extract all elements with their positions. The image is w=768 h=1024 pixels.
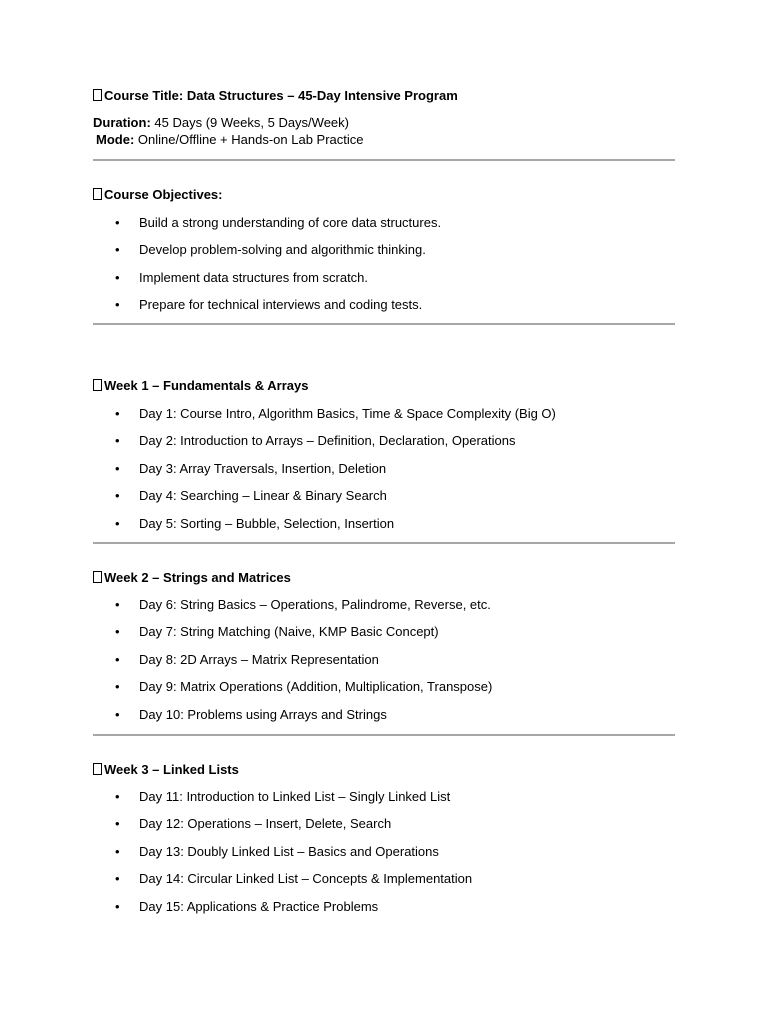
list-item-text: Day 13: Doubly Linked List – Basics and Operations: [139, 843, 439, 859]
bullet-icon: •: [115, 597, 120, 612]
bullet-icon: •: [115, 843, 120, 859]
list-item-text: Day 15: Applications & Practice Problems: [139, 898, 379, 914]
horizontal-rule: [93, 734, 675, 736]
list-item: [93, 624, 492, 651]
list-item: [93, 899, 472, 926]
objectives-heading: [93, 187, 223, 203]
bullet-icon: •: [115, 488, 120, 504]
list-item: [93, 516, 556, 543]
horizontal-rule: [93, 159, 675, 161]
list-item: [93, 816, 472, 843]
mode-line: [96, 132, 364, 148]
list-item-text: Day 4: Searching – Linear & Binary Search: [139, 488, 387, 504]
list-item: [93, 406, 556, 433]
objectives-list: [93, 215, 441, 325]
list-item: [93, 652, 492, 679]
list-item: [93, 297, 441, 324]
bullet-icon: •: [115, 789, 120, 804]
bullet-icon: •: [115, 460, 120, 476]
list-item: [93, 707, 492, 734]
course-title-heading: [93, 88, 458, 104]
bullet-icon: •: [115, 679, 120, 695]
bullet-icon: •: [115, 898, 120, 914]
week-1-heading-text: Week 1 – Fundamentals & Arrays: [104, 378, 309, 393]
week-3-days-list: [93, 789, 472, 926]
list-item: [93, 242, 441, 269]
bullet-icon: •: [115, 215, 120, 230]
list-item-text: Day 9: Matrix Operations (Addition, Multiplication, Transpose): [139, 679, 493, 695]
list-item-text: Day 12: Operations – Insert, Delete, Search: [139, 816, 392, 832]
list-item-text: Develop problem-solving and algorithmic thinking.: [139, 242, 426, 258]
missing-glyph-icon: [93, 188, 102, 200]
week-2-heading-text: Week 2 – Strings and Matrices: [104, 570, 291, 585]
week-2-heading: [93, 570, 291, 586]
duration-line: [93, 115, 349, 131]
week-3-heading-text: Week 3 – Linked Lists: [104, 762, 239, 777]
list-item-text: Day 11: Introduction to Linked List – Singly Linked List: [139, 789, 451, 804]
mode-value: Online/Offline + Hands-on Lab Practice: [137, 132, 364, 147]
list-item: [93, 461, 556, 488]
bullet-icon: •: [115, 515, 120, 531]
week-2-days-list: [93, 597, 492, 734]
missing-glyph-icon: [93, 89, 102, 101]
list-item-text: Day 10: Problems using Arrays and Strings: [139, 706, 387, 722]
list-item: [93, 871, 472, 898]
horizontal-rule: [93, 542, 675, 544]
list-item-text: Implement data structures from scratch.: [139, 269, 369, 285]
bullet-icon: •: [115, 406, 120, 421]
week-1-days-list: [93, 406, 556, 543]
bullet-icon: •: [115, 871, 120, 887]
missing-glyph-icon: [93, 379, 102, 391]
course-title-text: Course Title: Data Structures – 45-Day Intensive Program: [104, 88, 458, 103]
list-item-text: Day 5: Sorting – Bubble, Selection, Insertion: [139, 515, 395, 531]
list-item-text: Day 1: Course Intro, Algorithm Basics, Time & Space Complexity (Big O): [139, 406, 556, 421]
list-item-text: Day 8: 2D Arrays – Matrix Representation: [139, 651, 379, 667]
bullet-icon: •: [115, 706, 120, 722]
list-item: [93, 488, 556, 515]
duration-value: 45 Days (9 Weeks, 5 Days/Week): [154, 115, 349, 130]
list-item: [93, 215, 441, 242]
list-item-text: Build a strong understanding of core data structures.: [139, 215, 442, 230]
week-3-heading: [93, 762, 239, 778]
list-item: [93, 679, 492, 706]
duration-label: Duration:: [93, 115, 151, 130]
bullet-icon: •: [115, 651, 120, 667]
bullet-icon: •: [115, 433, 120, 449]
list-item-text: Prepare for technical interviews and coding tests.: [139, 297, 423, 313]
list-item: [93, 597, 492, 624]
list-item: [93, 270, 441, 297]
list-item-text: Day 3: Array Traversals, Insertion, Deletion: [139, 460, 387, 476]
list-item: [93, 433, 556, 460]
list-item-text: Day 14: Circular Linked List – Concepts & Implementation: [139, 871, 473, 887]
week-1-heading: [93, 378, 308, 394]
missing-glyph-icon: [93, 763, 102, 775]
list-item-text: Day 7: String Matching (Naive, KMP Basic Concept): [139, 624, 439, 640]
bullet-icon: •: [115, 624, 120, 640]
horizontal-rule: [93, 323, 675, 325]
bullet-icon: •: [115, 816, 120, 832]
list-item-text: Day 2: Introduction to Arrays – Definition, Declaration, Operations: [139, 433, 516, 449]
bullet-icon: •: [115, 297, 120, 313]
list-item: [93, 789, 472, 816]
mode-label: Mode:: [96, 132, 135, 147]
list-item-text: Day 6: String Basics – Operations, Palindrome, Reverse, etc.: [139, 597, 491, 612]
bullet-icon: •: [115, 269, 120, 285]
list-item: [93, 844, 472, 871]
objectives-heading-text: Course Objectives:: [104, 187, 223, 202]
bullet-icon: •: [115, 242, 120, 258]
missing-glyph-icon: [93, 571, 102, 583]
